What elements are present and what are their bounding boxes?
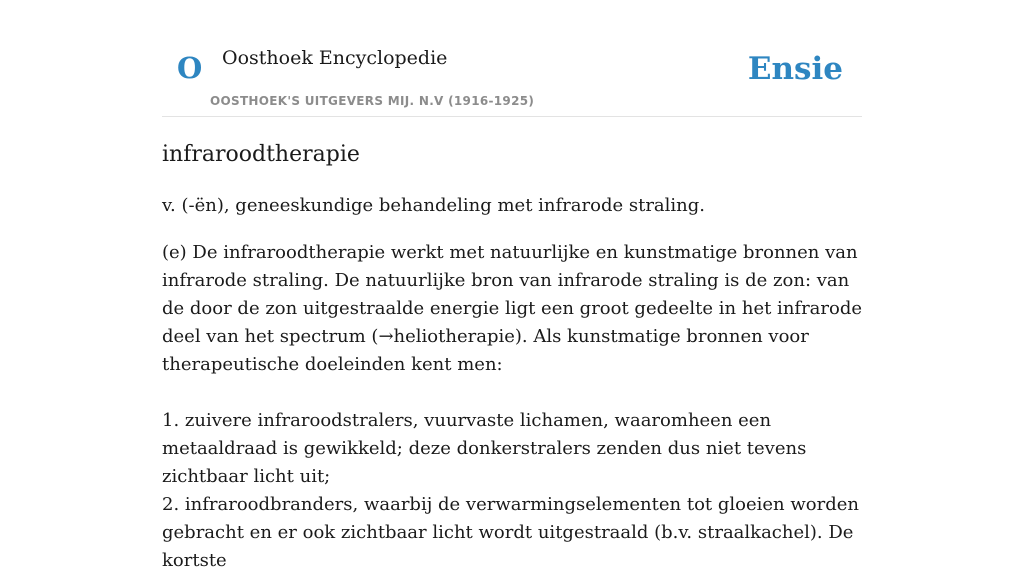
entry-list — [162, 407, 872, 575]
entry-paragraph: (e) De infraroodtherapie werkt met natuurlijke en kunstmatige bronnen van infrarode straling. De natuurlijke bron van infrarode straling is de zon: van de door de zon uitgestraalde energie ligt een groot gedeelte in het infrarode deel van het spectrum (→heliotherapie). Als kunstmatige bronnen voor therapeutische doeleinden kent men: — [162, 242, 863, 375]
brand-logo[interactable]: Ensie — [747, 51, 843, 87]
site-logo[interactable]: O — [177, 51, 203, 85]
entry-definition: v. (-ën), geneeskundige behandeling met infrarode straling. — [162, 195, 706, 216]
publisher-label: OOSTHOEK'S UITGEVERS MIJ. N.V (1916-1925) — [210, 94, 535, 108]
list-item: 1. zuivere infraroodstralers, vuurvaste lichamen, waaromheen een metaaldraad is gewikkeld; deze donkerstralers zenden dus niet tevens zichtbaar licht uit; — [162, 410, 807, 487]
site-title[interactable]: Oosthoek Encyclopedie — [222, 47, 448, 69]
entry-content — [162, 137, 872, 575]
site-header — [162, 0, 862, 117]
entry-title: infraroodtherapie — [162, 142, 360, 167]
list-item: 2. infraroodbranders, waarbij de verwarmingselementen tot gloeien worden gebracht en er ook zichtbaar licht wordt uitgestraald (b.v. straalkachel). De kortste — [162, 494, 859, 571]
